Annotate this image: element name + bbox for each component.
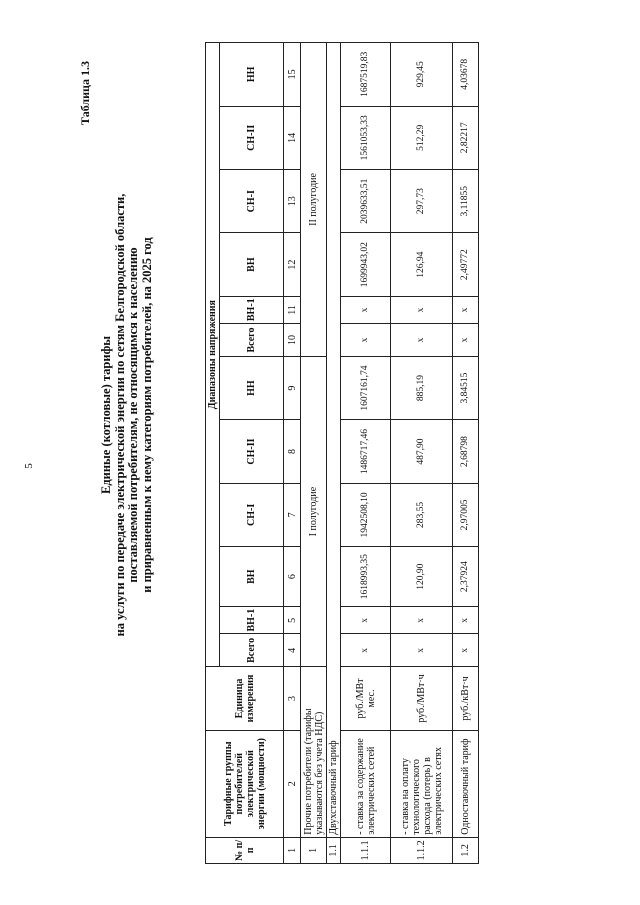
table-cell: 120,90 — [391, 547, 453, 607]
table-cell: 512,29 — [391, 106, 453, 169]
row-name: Прочие потребители (тарифы указываются без учета НДС) — [301, 667, 327, 838]
table-cell: х — [391, 634, 453, 667]
col-header-no: № п/п — [206, 837, 284, 863]
table-row-other-consumers — [301, 43, 327, 864]
table-cell: х — [453, 296, 479, 323]
column-number: 15 — [284, 43, 301, 107]
column-number: 6 — [284, 547, 301, 607]
column-number: 1 — [284, 837, 301, 863]
column-number: 5 — [284, 607, 301, 634]
column-number: 4 — [284, 634, 301, 667]
table-cell: 1607161,74 — [341, 356, 391, 419]
column-number: 10 — [284, 324, 301, 357]
table-cell: 3,11855 — [453, 170, 479, 233]
table-cell: х — [391, 607, 453, 634]
row-no: 1 — [301, 837, 327, 863]
table-cell: 1699943,02 — [341, 233, 391, 296]
col-header-sn1-2: СН-I — [220, 170, 284, 233]
table-cell: х — [391, 324, 453, 357]
document-title — [100, 105, 154, 725]
table-cell: 1942508,10 — [341, 483, 391, 546]
table-cell: 1687519,83 — [341, 43, 391, 107]
col-header-nn-1: НН — [220, 356, 284, 419]
row-name: - ставка за содержание электрических сетей — [341, 730, 391, 837]
table-cell: 2,68798 — [453, 420, 479, 483]
half-year-1-label: I полугодие — [301, 356, 327, 666]
col-header-vn1-2: ВН-1 — [220, 296, 284, 323]
table-cell: 2,82217 — [453, 106, 479, 169]
row-unit: руб./МВт·ч — [391, 667, 453, 730]
table-row-single-rate — [453, 43, 479, 864]
col-header-nn-2: НН — [220, 43, 284, 107]
table-cell: 3,84515 — [453, 356, 479, 419]
table-cell: 4,03678 — [453, 43, 479, 107]
table-cell: 487,90 — [391, 420, 453, 483]
row-unit: руб./МВт мес. — [341, 667, 391, 730]
half-year-2-label: II полугодие — [301, 43, 327, 357]
table-cell: х — [341, 324, 391, 357]
table-row-two-part-tariff — [327, 43, 341, 864]
col-header-sn1-1: СН-I — [220, 483, 284, 546]
row-no: 1.2 — [453, 837, 479, 863]
title-line: поставляемой потребителям, не относящимся к населению — [126, 247, 140, 583]
table-cell: 2,49772 — [453, 233, 479, 296]
table-cell: 929,45 — [391, 43, 453, 107]
row-no: 1.1.1 — [341, 837, 391, 863]
row-unit: руб./кВт·ч — [453, 667, 479, 730]
column-number: 3 — [284, 667, 301, 730]
table-cell: х — [453, 324, 479, 357]
table-cell: х — [391, 296, 453, 323]
col-header-vn1-1: ВН-1 — [220, 607, 284, 634]
table-cell: 1486717,46 — [341, 420, 391, 483]
col-header-sn2-1: СН-II — [220, 420, 284, 483]
table-cell: х — [341, 296, 391, 323]
table-cell: 885,19 — [391, 356, 453, 419]
table-cell: х — [341, 634, 391, 667]
column-number: 7 — [284, 483, 301, 546]
column-number: 11 — [284, 296, 301, 323]
row-no: 1.1 — [327, 837, 341, 863]
table-cell: 1561053,33 — [341, 106, 391, 169]
table-cell: 2039633,51 — [341, 170, 391, 233]
column-number: 9 — [284, 356, 301, 419]
table-row-loss-rate — [391, 43, 453, 864]
column-number: 14 — [284, 106, 301, 169]
page-number: 5 — [22, 463, 35, 469]
col-header-total-2: Всего — [220, 324, 284, 357]
table-row-network-rate — [341, 43, 391, 864]
col-header-total-1: Всего — [220, 634, 284, 667]
col-header-voltage-ranges: Диапазоны напряжения — [206, 43, 220, 667]
column-number: 13 — [284, 170, 301, 233]
column-number: 8 — [284, 420, 301, 483]
table-cell: 2,37924 — [453, 547, 479, 607]
table-cell: 126,94 — [391, 233, 453, 296]
table-cell: 2,97005 — [453, 483, 479, 546]
col-header-vn-2: ВН — [220, 233, 284, 296]
table-cell: х — [341, 607, 391, 634]
column-number: 12 — [284, 233, 301, 296]
table-cell: х — [453, 634, 479, 667]
title-line: и приравненным к нему категориям потребителей, на 2025 год — [139, 237, 154, 593]
row-name: - ставка на оплату технологического расхода (потерь) в электрических сетях — [391, 730, 453, 837]
col-header-vn-1: ВН — [220, 547, 284, 607]
header-row-ranges — [206, 43, 220, 864]
column-number: 2 — [284, 730, 301, 837]
column-number-row — [284, 43, 301, 864]
table-cell: 1618993,35 — [341, 547, 391, 607]
table-cell: х — [453, 607, 479, 634]
col-header-sn2-2: СН-II — [220, 106, 284, 169]
col-header-group: Тарифные группы потребителей электрической энергии (мощности) — [206, 730, 284, 837]
table-cell: 297,73 — [391, 170, 453, 233]
table-cell: 283,55 — [391, 483, 453, 546]
title-line: Единые (котловые) тарифы — [99, 336, 113, 495]
title-line: на услуги по передаче электрической энергии по сетям Белгородской области, — [112, 193, 127, 637]
table-label: Таблица 1.3 — [78, 61, 92, 125]
col-header-unit: Единица измерения — [206, 667, 284, 730]
row-name: Двухставочный тариф — [327, 43, 341, 838]
tariff-table — [205, 42, 479, 864]
row-no: 1.1.2 — [391, 837, 453, 863]
row-name: Одноставочный тариф — [453, 730, 479, 837]
